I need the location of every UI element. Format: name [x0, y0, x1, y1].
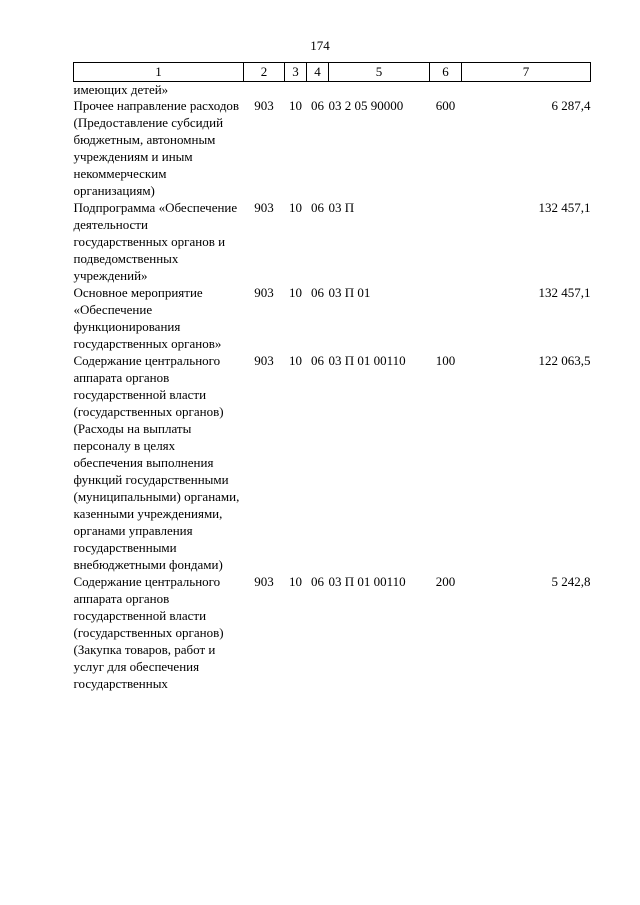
table-row	[74, 97, 591, 199]
subsection-code: 06	[311, 353, 324, 368]
section-code: 10	[289, 285, 302, 300]
amount: 122 063,5	[538, 353, 591, 368]
subsection-code: 06	[311, 285, 324, 300]
column-header: 7	[462, 63, 591, 82]
amount: 132 457,1	[538, 285, 591, 300]
table-row	[74, 82, 591, 98]
expense-type-code: 600	[435, 98, 456, 113]
section-code: 10	[289, 353, 302, 368]
page-number: 174	[310, 38, 330, 53]
expense-type-code: 100	[435, 353, 456, 368]
section-code: 10	[289, 574, 302, 589]
subsection-code: 06	[311, 98, 324, 113]
department-code: 903	[254, 285, 274, 300]
amount: 6 287,4	[551, 98, 591, 113]
table-header-row	[74, 63, 591, 82]
budget-table	[73, 62, 591, 692]
column-header: 5	[329, 63, 430, 82]
table-row	[74, 199, 591, 284]
section-code	[285, 82, 307, 98]
department-code: 903	[254, 98, 274, 113]
department-code: 903	[254, 353, 274, 368]
subsection-code: 06	[311, 200, 324, 215]
target-article-code: 03 П 01 00110	[328, 574, 406, 589]
column-header: 2	[244, 63, 285, 82]
expense-type-code	[430, 199, 462, 284]
amount: 5 242,8	[551, 574, 591, 589]
item-name: имеющих детей»	[73, 82, 169, 97]
department-code: 903	[254, 574, 274, 589]
expense-type-code: 200	[435, 574, 456, 589]
item-name: Подпрограмма «Обеспечение деятельности государственных органов и подведомственных учреждений»	[73, 200, 238, 283]
column-header: 6	[430, 63, 462, 82]
subsection-code: 06	[311, 574, 324, 589]
target-article-code	[329, 82, 430, 98]
item-name: Содержание центрального аппарата органов государственной власти (государственных органов) (Расходы на выплаты персоналу в целях обеспечения выполнения функций государственными (муниципальными) органами, казенными учреждениями, органами управления государственными внебюджетными фондами)	[73, 353, 240, 572]
table-row	[74, 352, 591, 573]
column-header: 3	[285, 63, 307, 82]
section-code: 10	[289, 200, 302, 215]
department-code	[244, 82, 285, 98]
expense-type-code	[430, 82, 462, 98]
amount	[462, 82, 591, 98]
table-row	[74, 573, 591, 692]
column-header: 1	[74, 63, 244, 82]
amount: 132 457,1	[538, 200, 591, 215]
target-article-code: 03 2 05 90000	[328, 98, 404, 113]
item-name: Содержание центрального аппарата органов государственной власти (государственных органов) (Закупка товаров, работ и услуг для обеспечения государственных	[73, 574, 224, 691]
expense-type-code	[430, 284, 462, 352]
department-code: 903	[254, 200, 274, 215]
column-header: 4	[307, 63, 329, 82]
subsection-code	[307, 82, 329, 98]
item-name: Прочее направление расходов (Предоставление субсидий бюджетным, автономным учреждениям и иным некоммерческим организациям)	[73, 98, 240, 198]
target-article-code: 03 П 01 00110	[328, 353, 406, 368]
item-name: Основное мероприятие «Обеспечение функционирования государственных органов»	[73, 285, 222, 351]
table-row	[74, 284, 591, 352]
target-article-code: 03 П	[328, 200, 355, 215]
section-code: 10	[289, 98, 302, 113]
target-article-code: 03 П 01	[328, 285, 371, 300]
